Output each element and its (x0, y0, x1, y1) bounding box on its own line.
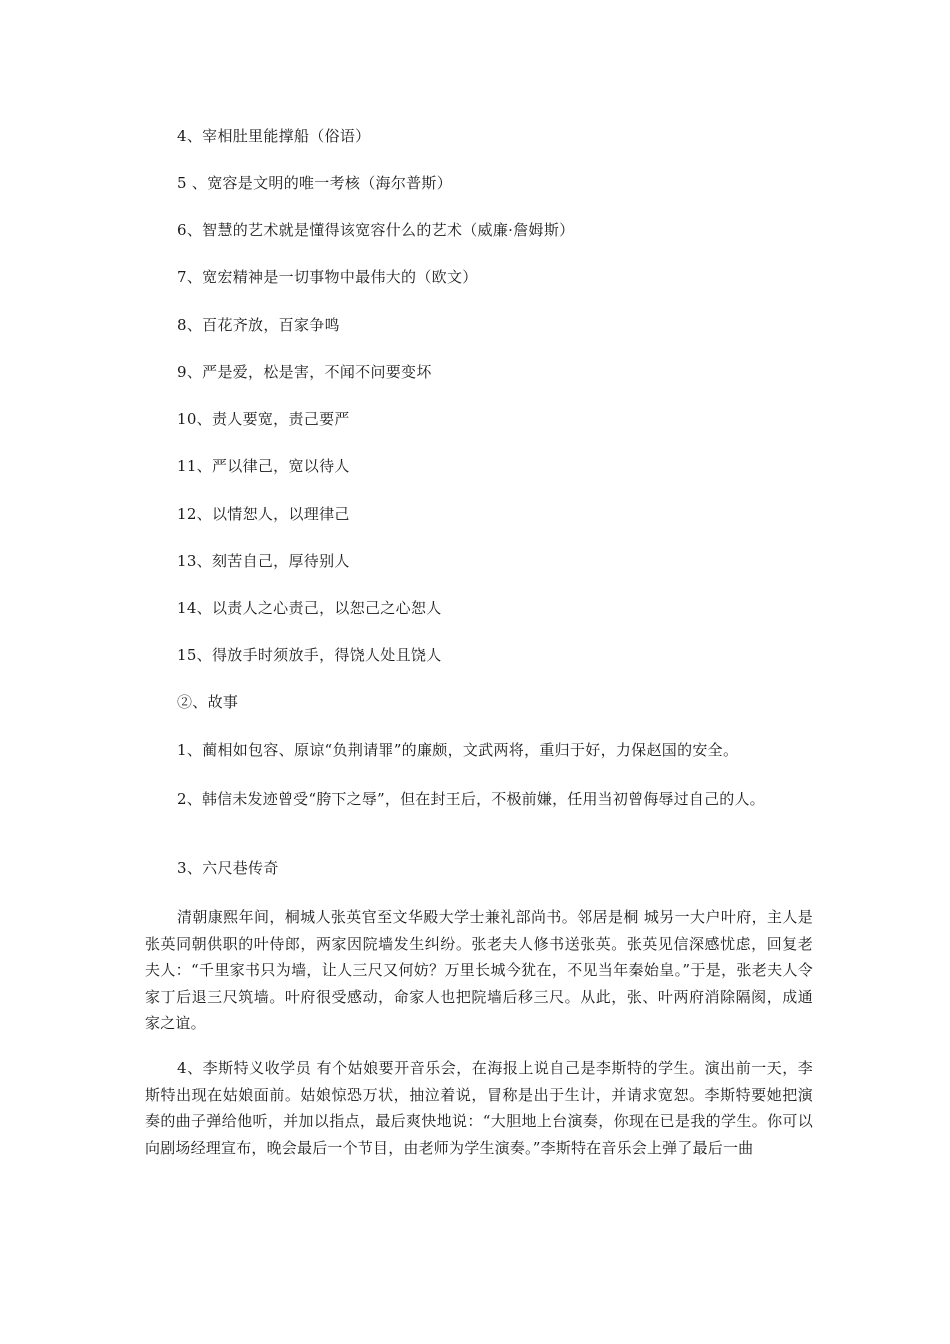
story-3-body: 清朝康熙年间，桐城人张英官至文华殿大学士兼礼部尚书。邻居是桐 城另一大户叶府，主人是张英同朝供职的叶侍郎，两家因院墙发生纠纷。张老夫人修书送张英。张英见信深感忧虑，回复老夫人：“千里家书只为墙，让人三尺又何妨？万里长城今犹在，不见当年秦始皇。”于是，张老夫人令家丁后退三尺筑墙。叶府很受感动，命家人也把院墙后移三尺。从此，张、叶两府消除隔阂，成通家之谊。 (145, 908, 813, 1032)
quote-4: 4、宰相肚里能撑船（俗语） (177, 127, 371, 145)
quote-9: 9、严是爱，松是害，不闻不问要变坏 (177, 363, 432, 381)
quote-7: 7、宽宏精神是一切事物中最伟大的（欧文） (177, 268, 478, 286)
story-2: 2、韩信未发迹曾受“胯下之辱”，但在封王后，不极前嫌，任用当初曾侮辱过自己的人。 (177, 790, 765, 808)
quote-15: 15、得放手时须放手，得饶人处且饶人 (177, 646, 442, 664)
quote-11: 11、严以律己，宽以待人 (177, 457, 350, 475)
quote-13: 13、刻苦自己，厚待别人 (177, 552, 350, 570)
quote-10: 10、责人要宽，责己要严 (177, 410, 350, 428)
quote-6: 6、智慧的艺术就是懂得该宽容什么的艺术（威廉·詹姆斯） (177, 221, 575, 239)
quote-8: 8、百花齐放，百家争鸣 (177, 316, 340, 334)
story-1: 1、蔺相如包容、原谅“负荆请罪”的廉颇，文武两将，重归于好，力保赵国的安全。 (177, 741, 739, 759)
quote-12: 12、以情恕人，以理律己 (177, 505, 350, 523)
story-3-title: 3、六尺巷传奇 (177, 859, 279, 877)
section-heading-stories: ②、故事 (177, 693, 239, 711)
story-4: 4、李斯特义收学员 有个姑娘要开音乐会，在海报上说自己是李斯特的学生。演出前一天，李斯特出现在姑娘面前。姑娘惊恐万状，抽泣着说，冒称是出于生计，并请求宽恕。李斯特要她把演奏的曲子弹给他听，并加以指点，最后爽快地说：“大胆地上台演奏，你现在已是我的学生。你可以向剧场经理宣布，晚会最后一个节目，由老师为学生演奏。”李斯特在音乐会上弹了最后一曲 (145, 1059, 813, 1157)
quote-5: 5 、宽容是文明的唯一考核（海尔普斯） (177, 174, 453, 192)
quote-14: 14、以责人之心责己，以恕己之心恕人 (177, 599, 442, 617)
